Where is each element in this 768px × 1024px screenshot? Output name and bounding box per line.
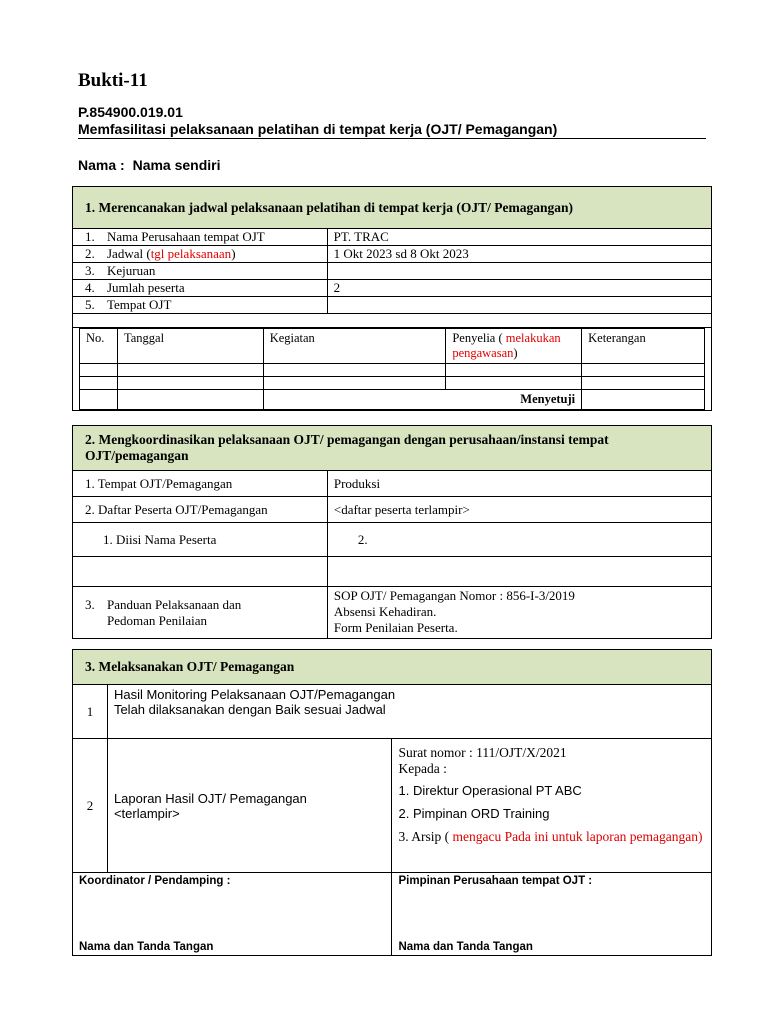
s1-row-value: PT. TRAC [327, 229, 711, 246]
nama-line [78, 157, 225, 173]
s1-row-label: 1. Nama Perusahaan tempat OJT [73, 229, 328, 246]
s1-row-label: 4. Jumlah peserta [73, 280, 328, 297]
schedule-col-no: No. [80, 329, 118, 364]
s3-row2-num: 2 [73, 739, 108, 873]
s2-peserta-1: 1. Diisi Nama Peserta [73, 523, 328, 557]
nama-value: Nama sendiri [132, 157, 221, 173]
s3-surat-cell: Surat nomor : 111/OJT/X/2021 Kepada : 1. Direktur Operasional PT ABC 2. Pimpinan ORD Training 3. Arsip ( mengacu Pada ini untuk laporan pemagangan) [392, 739, 712, 873]
section-1-table [72, 186, 712, 411]
signature-pimpinan: Pimpinan Perusahaan tempat OJT : Nama dan Tanda Tangan [392, 873, 712, 956]
s1-row-value [327, 297, 711, 314]
doc-title: Bukti-11 [78, 70, 148, 91]
s1-row-value: 2 [327, 280, 711, 297]
s2-empty-cell [327, 557, 711, 587]
doc-code: P.854900.019.01 [78, 104, 183, 120]
schedule-col-penyelia: Penyelia ( melakukan pengawasan) [446, 329, 582, 364]
schedule-table [79, 328, 705, 410]
s2-panduan-label: 3. Panduan Pelaksanaan dan Pedoman Penilaian [73, 587, 328, 639]
section-3-table [72, 649, 712, 956]
s2-panduan-value: SOP OJT/ Pemagangan Nomor : 856-I-3/2019 Absensi Kehadiran. Form Penilaian Peserta. [327, 587, 711, 639]
section-3-header: 3. Melaksanakan OJT/ Pemagangan [73, 650, 712, 685]
s2-empty-cell [73, 557, 328, 587]
doc-subtitle: Memfasilitasi pelaksanaan pelatihan di tempat kerja (OJT/ Pemagangan) [78, 121, 706, 139]
s2-tempat-value: Produksi [327, 471, 711, 497]
schedule-col-keterangan: Keterangan [582, 329, 705, 364]
s3-row1-num: 1 [73, 685, 108, 739]
s1-row-label: 5. Tempat OJT [73, 297, 328, 314]
nama-label: Nama : [78, 157, 125, 173]
schedule-container [73, 328, 712, 411]
s1-row-label: 3. Kejuruan [73, 263, 328, 280]
s2-tempat-label: 1. Tempat OJT/Pemagangan [73, 471, 328, 497]
section-2-table [72, 425, 712, 639]
s1-row-value: 1 Okt 2023 sd 8 Okt 2023 [327, 246, 711, 263]
s1-row-label: 2. Jadwal (tgl pelaksanaan) [73, 246, 328, 263]
s3-monitoring-cell: Hasil Monitoring Pelaksanaan OJT/Pemagangan Telah dilaksanakan dengan Baik sesuai Jadwal [107, 685, 711, 739]
schedule-col-kegiatan: Kegiatan [263, 329, 446, 364]
s1-spacer-row [73, 314, 712, 328]
s3-laporan-cell: Laporan Hasil OJT/ Pemagangan <terlampir> [107, 739, 392, 873]
s1-row-value [327, 263, 711, 280]
s2-daftar-value: <daftar peserta terlampir> [327, 497, 711, 523]
section-2-header: 2. Mengkoordinasikan pelaksanaan OJT/ pemagangan dengan perusahaan/instansi tempat OJT/pemagangan [73, 426, 712, 471]
menyetujui-label: Menyetuji [263, 390, 581, 410]
signature-koordinator: Koordinator / Pendamping : Nama dan Tanda Tangan [73, 873, 392, 956]
s2-daftar-label: 2. Daftar Peserta OJT/Pemagangan [73, 497, 328, 523]
s2-peserta-2: 2. [327, 523, 711, 557]
section-1-header: 1. Merencanakan jadwal pelaksanaan pelatihan di tempat kerja (OJT/ Pemagangan) [73, 187, 712, 229]
schedule-col-tanggal: Tanggal [117, 329, 263, 364]
